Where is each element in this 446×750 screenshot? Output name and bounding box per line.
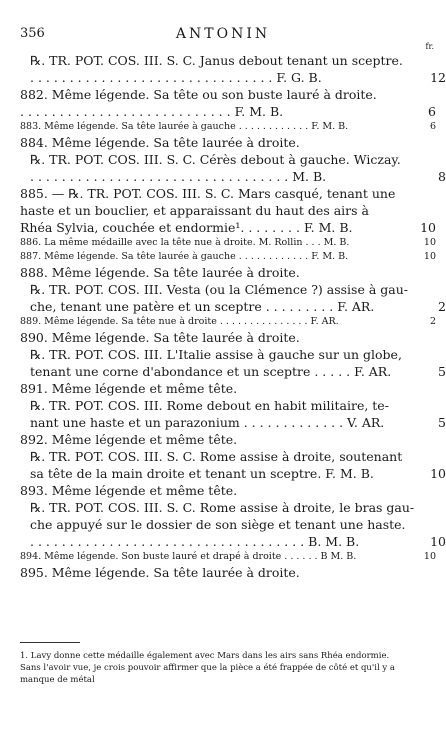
entry-line: 887. Même légende. Sa tête laurée à gauche . . . . . . . . . . . . F. M. B. [20,251,349,262]
entry-value: 5 [438,364,446,379]
entry-line: 894. Même légende. Son buste lauré et drapé à droite . . . . . . B M. B. [20,551,357,562]
catalogue-entry [20,499,446,550]
entry-line: che, tenant une patère et un sceptre . . . . . . . . . F. AR. [30,299,375,314]
entry-line: ℞. TR. POT. COS. III. Rome debout en habit militaire, te- [30,398,389,413]
entry-line: . . . . . . . . . . . . . . . . . . . . . . . . . . . F. M. B. [20,104,284,119]
unit-label: fr. [425,42,434,51]
entry-line: 886. La même médaille avec la tête nue à droite. M. Rollin . . . M. B. [20,237,350,248]
entry-line: 883. Même légende. Sa tête laurée à gauche . . . . . . . . . . . . F. M. B. [20,121,349,132]
entry-value: 10 [420,220,436,235]
catalogue-entry [20,151,446,185]
entry-line: . . . . . . . . . . . . . . . . . . . . . . . . . . . . . . . . . M. B. [30,169,327,184]
page-number: 356 [20,26,45,41]
footnote [20,650,430,686]
entry-value: 6 [429,121,436,132]
catalogue-entry [20,550,436,564]
entry-line: che appuyé sur le dossier de son siège et tenant une haste. [30,517,406,532]
entry-value: 6 [428,104,436,119]
entry-line: Rhéa Sylvia, couchée et endormie¹. . . . . . . . F. M. B. [20,220,353,235]
catalogue-entry [20,185,436,236]
page-header [20,26,434,51]
catalogue-entry [20,86,436,120]
entry-line: ℞. TR. POT. COS. III. S. C. Janus debout tenant un sceptre. [30,53,403,68]
entry-line: sa tête de la main droite et tenant un sceptre. F. M. B. [30,466,374,481]
catalogue-entry [20,482,424,499]
catalogue-entry [20,397,446,431]
page-title: ANTONIN [175,26,271,42]
catalogue-entry [20,431,424,448]
entry-line: tenant une corne d'abondance et un sceptre . . . . . F. AR. [30,364,392,379]
entry-line: 891. Même légende et même tête. [20,381,238,396]
entry-line: 895. Même légende. Sa tête laurée à droite. [20,565,300,580]
entry-line: 889. Même légende. Sa tête nue à droite . . . . . . . . . . . . . . . F. AR. [20,316,339,327]
entry-value: 10 [423,551,436,562]
catalogue-entry [20,120,436,134]
catalogue-entry [20,564,424,581]
entry-line: 893. Même légende et même tête. [20,483,238,498]
catalogue-entry [20,380,424,397]
entry-value: 10 [430,466,446,481]
catalogue-entry [20,264,424,281]
entry-value: 8 [438,169,446,184]
catalogue-entry [20,281,446,315]
entry-value: 10 [423,237,436,248]
catalogue-entry [20,236,436,250]
entry-line: nant une haste et un parazonium . . . . . . . . . . . . . V. AR. [30,415,385,430]
entry-value: 2 [429,316,436,327]
footnote-line: 1. Lavy donne cette médaille également avec Mars dans les airs sans Rhéa endormie. [20,651,390,661]
entry-line: haste et un bouclier, et apparaissant du haut des airs à [20,203,369,218]
footnote-line: Sans l'avoir vue, je crois pouvoir affirmer que la pièce a été frappée de côté et qu'il y a [20,663,395,673]
entry-line: . . . . . . . . . . . . . . . . . . . . . . . . . . . . . . . . . . . B. M. B. [30,534,360,549]
entry-line: ℞. TR. POT. COS. III. S. C. Rome assise à droite, soutenant [30,449,403,464]
catalogue-entry [20,250,436,264]
entry-line: ℞. TR. POT. COS. III. S. C. Rome assise à droite, le bras gau- [30,500,415,515]
entry-value: 5 [438,415,446,430]
footnote-rule [20,642,80,643]
catalogue-entry [20,329,424,346]
entry-line: 890. Même légende. Sa tête laurée à droite. [20,330,300,345]
footnote-line: manque de métal [20,675,95,685]
entry-line: ℞. TR. POT. COS. III. L'Italie assise à gauche sur un globe, [30,347,402,362]
catalogue-entry [20,52,446,86]
catalogue-entry [20,448,446,482]
entry-line: 884. Même légende. Sa tête laurée à droite. [20,135,300,150]
catalogue-entry [20,134,424,151]
catalogue-entry [20,346,446,380]
entry-value: 10 [423,251,436,262]
catalogue-entry [20,315,436,329]
entry-value: 2 [438,299,446,314]
entry-line: . . . . . . . . . . . . . . . . . . . . . . . . . . . . . . . F. G. B. [30,70,322,85]
entry-line: ℞. TR. POT. COS. III. S. C. Cérès debout à gauche. Wiczay. [30,152,401,167]
entry-value: 10 [430,534,446,549]
entry-line: 882. Même légende. Sa tête ou son buste lauré à droite. [20,87,377,102]
entry-line: 885. — ℞. TR. POT. COS. III. S. C. Mars casqué, tenant une [20,186,396,201]
entry-line: 888. Même légende. Sa tête laurée à droite. [20,265,300,280]
entry-line: 892. Même légende et même tête. [20,432,238,447]
catalogue-entries [20,52,446,581]
entry-line: ℞. TR. POT. COS. III. Vesta (ou la Clémence ?) assise à gau- [30,282,408,297]
entry-value: 12 [430,70,446,85]
